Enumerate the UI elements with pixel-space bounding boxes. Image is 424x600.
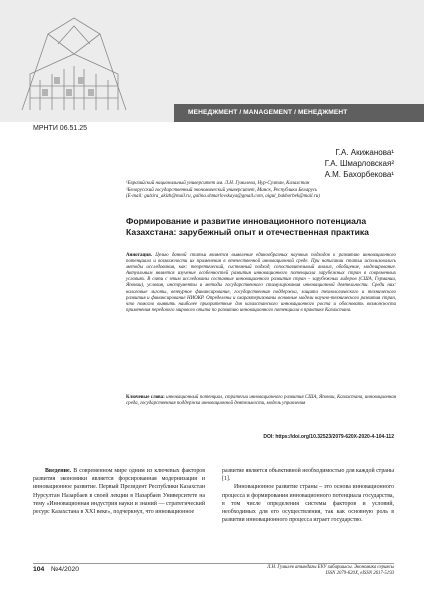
paragraph bbox=[33, 467, 205, 516]
abstract-label: Аннотация. bbox=[126, 253, 152, 258]
body-column-left bbox=[33, 467, 205, 516]
mrnti-code: МРНТИ 06.51.25 bbox=[33, 125, 88, 132]
journal-name: Л.Н. Гумилев атындағы ЕҰУ хабаршысы. Экономика сериясы bbox=[267, 565, 394, 570]
affiliation-line: ¹Евразийский национальный университет им. Л.Н. Гумилева, Нур-Султан, Казахстан bbox=[126, 181, 310, 186]
keywords-text: инновационный потенциал, стратегии инновационного развития США, Японии, Казахстана, инновационная среда, государственная поддержка инновационной деятельности, модель управления bbox=[126, 395, 396, 407]
journal-issn: ISSN 2079-620X, eISSN 2617-5193 bbox=[325, 571, 394, 576]
paragraph-text: В современном мире одним из ключевых факторов развития экономики является форсированная модернизация и инновационное развитие. Первый Президент Республики Казахстан Нурсултан Назарбаев в своей лекции в Назарбаев Университете на тему «Инновационная индустрия науки и знаний — стратегический ресурс Казахстана в XXI веке», подчеркнул, что инновационное bbox=[33, 468, 205, 516]
footer-divider bbox=[33, 563, 394, 564]
abstract bbox=[126, 253, 396, 314]
author-name: Г.А. Шмарловская² bbox=[324, 159, 394, 168]
section-lead: Введение. bbox=[45, 468, 72, 474]
affiliation-line: ²Белорусский государственный экономический университет, Минск, Республика Беларусь bbox=[126, 187, 318, 193]
affiliations bbox=[126, 181, 396, 201]
issue-number: №4/2020 bbox=[51, 566, 80, 573]
paragraph: Инновационное развитие страны – это основа инновационного процесса и формирования инновационного потенциала государства, в том числе определения системы факторов и условий, необходимых для его осуществления, так как основную роль в развитии инновационного процесса играет государство. bbox=[222, 484, 394, 524]
section-banner: МЕНЕДЖМЕНТ / MANAGEMENT / МЕНЕДЖМЕНТ bbox=[174, 104, 424, 122]
keywords-label: Ключевые слова: bbox=[126, 395, 165, 400]
keywords bbox=[126, 395, 396, 407]
article-title: Формирование и развитие инновационного потенциала Казахстана: зарубежный опыт и отечественная практика bbox=[126, 216, 369, 237]
body-column-right bbox=[222, 467, 394, 524]
abstract-text: Целью данной статьи является выявление единообразных научных подходов к развитию инновационного потенциала и возможности их применения в отечественной инновационной среде. При написании статьи использовались методы исследования, как: теоретический, системный подход, сопоставительный анализ, обобщение, моделирование. Актуальным является изучение особенностей развития инновационного потенциала зарубежных стран в современных условиях. В связи с этим исследованы составные инновационного развития стран – зарубежных лидеров (США, Германии, Японии), условия, инструменты и методы государственного стимулирования инновационной деятельности. Среди них: налоговые льготы, венчурное финансирование, государственная поддержка, защита технологического и технического развития и финансирование НИОКР. Определены и охарактеризованы основные модели научно-технического развития стран, что помогло выявить наиболее приоритетные для казахстанского инновационного роста и обосновать возможности применения передового мирового опыта по развитию инновационного потенциала в практике Казахстана. bbox=[126, 253, 396, 313]
author-name: Г.А. Акижанова¹ bbox=[335, 148, 394, 157]
author-name: А.М. Бахорбекова¹ bbox=[324, 170, 394, 179]
doi-link[interactable]: DOI: https://doi.org/10.32523/2079-620X-2020-4-104-112 bbox=[263, 434, 394, 440]
journal-info bbox=[267, 565, 394, 577]
author-list bbox=[325, 147, 394, 180]
page-number: 104 bbox=[33, 566, 45, 573]
paragraph: развитие является объективной необходимостью для каждой страны [1]. bbox=[222, 468, 394, 483]
email-line: (E-mail: gulzira_akizh@mail.ru, galina.shmarlovskaya@gmail.com, aigul_bakhorbek@mail.ru) bbox=[126, 194, 320, 200]
building-illustration-icon bbox=[18, 14, 130, 114]
